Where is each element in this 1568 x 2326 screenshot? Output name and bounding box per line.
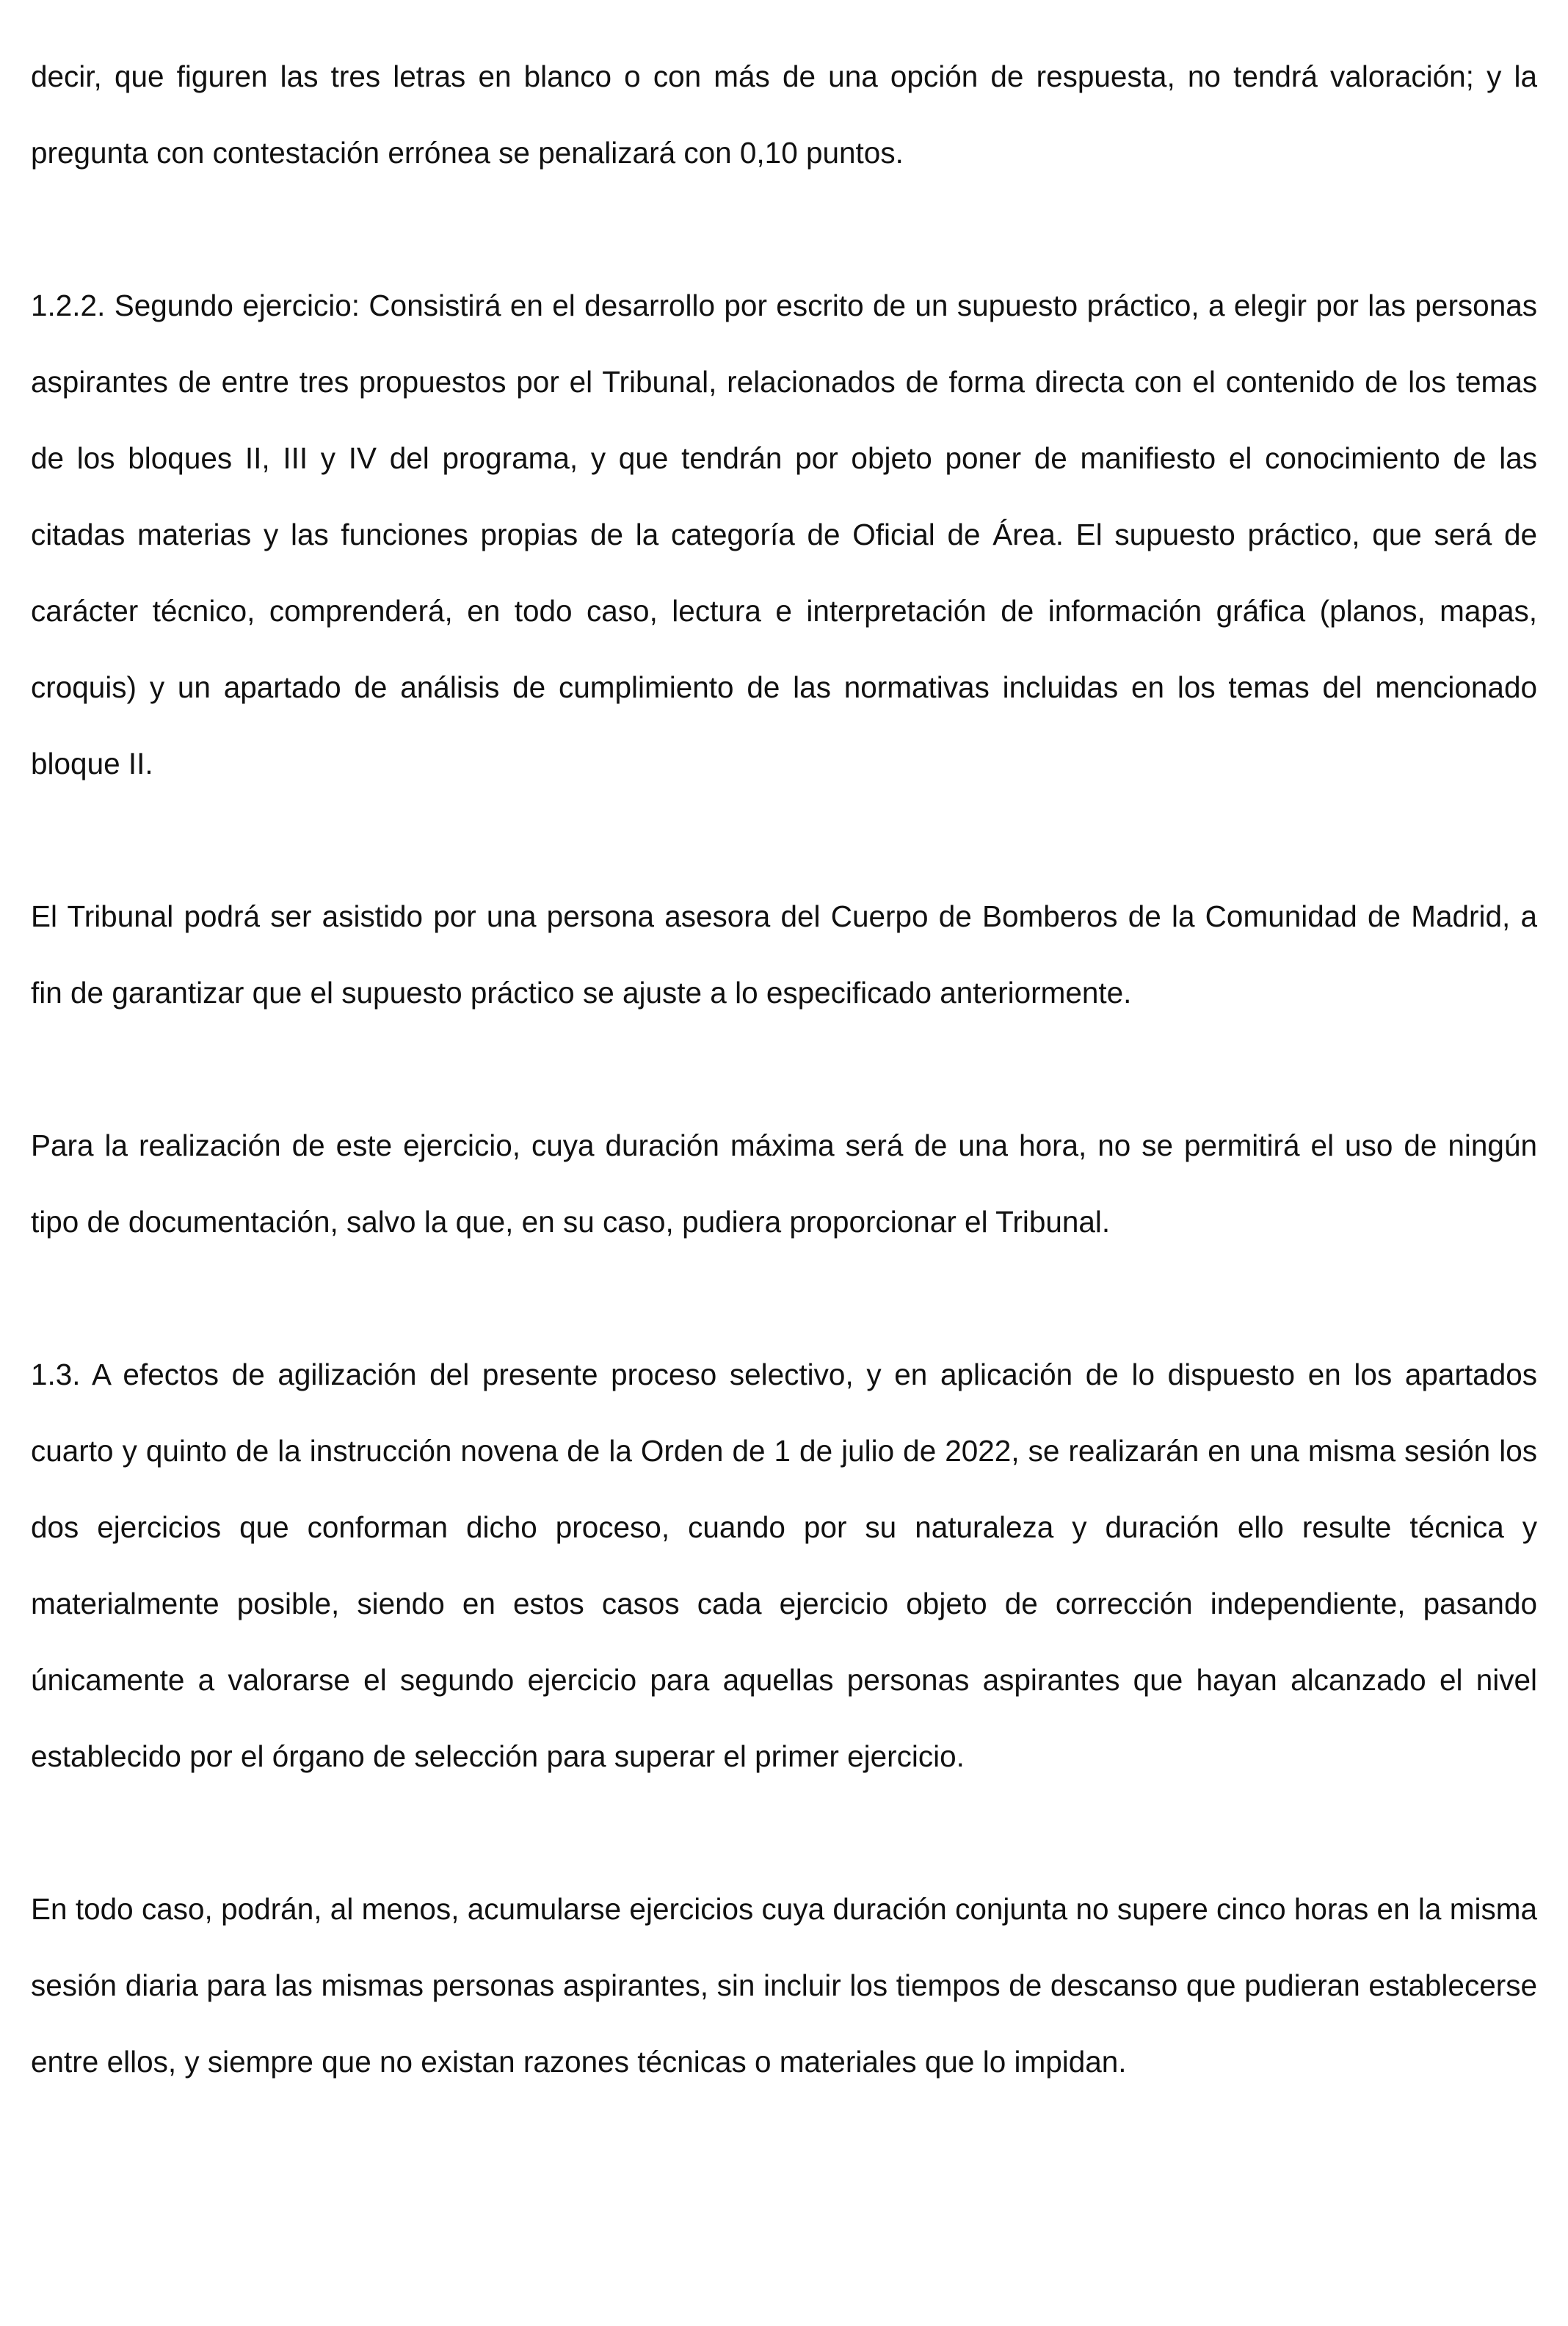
paragraph-second-exercise: 1.2.2. Segundo ejercicio: Consistirá en el desarrollo por escrito de un supuesto práctico, a elegir por las personas aspirantes de entre tres propuestos por el Tribunal, relacionados de forma directa con el contenido de los temas de los bloques II, III y IV del programa, y que tendrán por objeto poner de manifiesto el conocimiento de las citadas materias y las funciones propias de la categoría de Oficial de Área. El supuesto práctico, que será de carácter técnico, comprenderá, en todo caso, lectura e interpretación de información gráfica (planos, mapas, croquis) y un apartado de análisis de cumplimiento de las normativas incluidas en los temas del mencionado bloque II. xyxy=(31,289,1537,780)
paragraph-spacer xyxy=(31,1260,1537,1336)
paragraph-spacer xyxy=(31,191,1537,267)
paragraph-spacer xyxy=(31,802,1537,878)
paragraph-scoring-rules: decir, que figuren las tres letras en blanco o con más de una opción de respuesta, no tendrá valoración; y la pregunta con contestación errónea se penalizará con 0,10 puntos. xyxy=(31,59,1537,170)
paragraph-exercise-duration: Para la realización de este ejercicio, cuya duración máxima será de una hora, no se permitirá el uso de ningún tipo de documentación, salvo la que, en su caso, pudiera proporcionar el Tribunal. xyxy=(31,1128,1537,1239)
document-page xyxy=(31,38,1537,2100)
paragraph-spacer xyxy=(31,1794,1537,1871)
paragraph-tribunal-advisor: El Tribunal podrá ser asistido por una persona asesora del Cuerpo de Bomberos de la Comunidad de Madrid, a fin de garantizar que el supuesto práctico se ajuste a lo especificado anteriormente. xyxy=(31,899,1537,1010)
paragraph-section-1-3: 1.3. A efectos de agilización del presente proceso selectivo, y en aplicación de lo dispuesto en los apartados cuarto y quinto de la instrucción novena de la Orden de 1 de julio de 2022, se realizarán en una misma sesión los dos ejercicios que conforman dicho proceso, cuando por su naturaleza y duración ello resulte técnica y materialmente posible, siendo en estos casos cada ejercicio objeto de corrección independiente, pasando únicamente a valorarse el segundo ejercicio para aquellas personas aspirantes que hayan alcanzado el nivel establecido por el órgano de selección para superar el primer ejercicio. xyxy=(31,1358,1537,1773)
paragraph-session-accumulation: En todo caso, podrán, al menos, acumularse ejercicios cuya duración conjunta no supere cinco horas en la misma sesión diaria para las mismas personas aspirantes, sin incluir los tiempos de descanso que pudieran establecerse entre ellos, y siempre que no existan razones técnicas o materiales que lo impidan. xyxy=(31,1892,1537,2079)
paragraph-spacer xyxy=(31,1031,1537,1107)
